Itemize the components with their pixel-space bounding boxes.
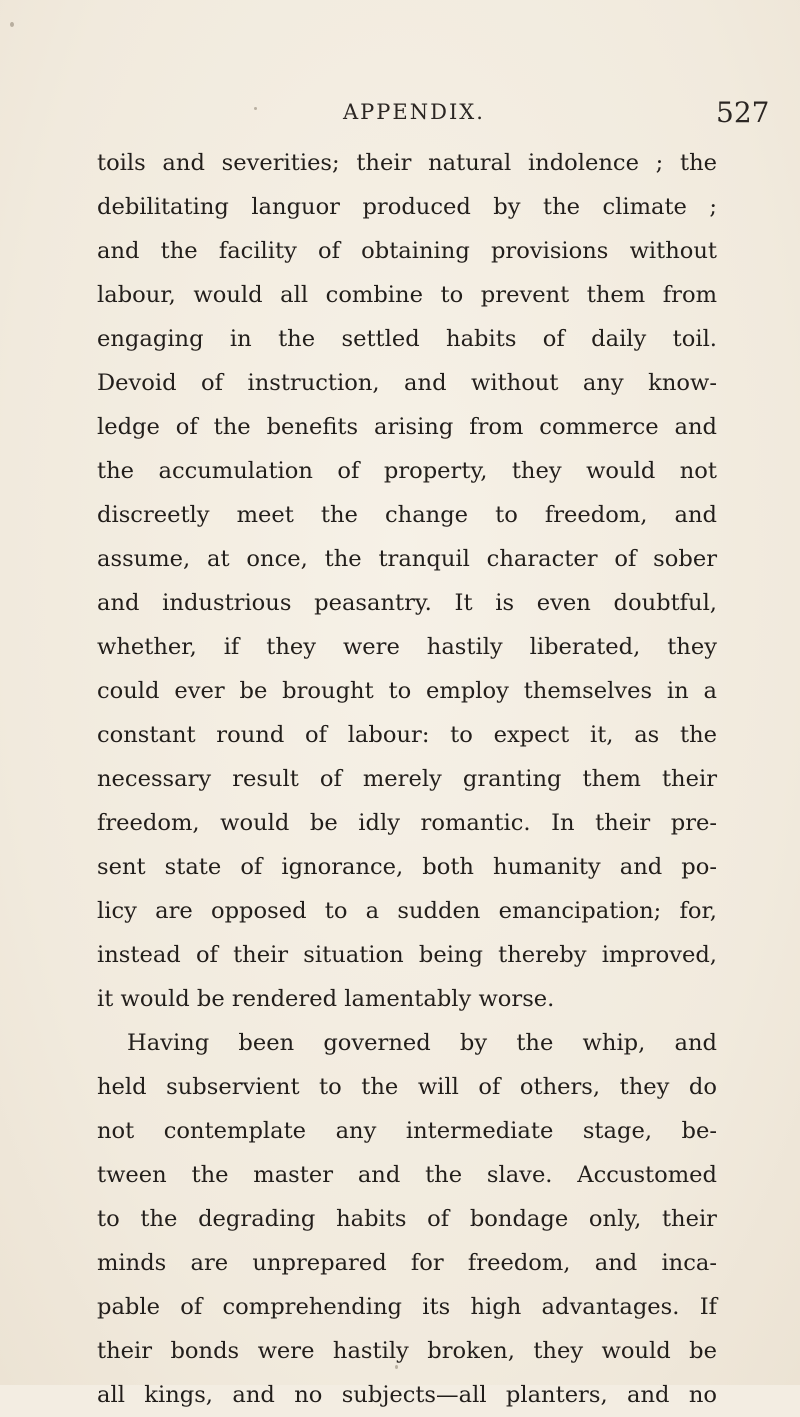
text-line: discreetly meet the change to freedom, and <box>97 502 717 528</box>
text-line: Having been governed by the whip, and <box>127 1030 717 1056</box>
page-number: 527 <box>716 96 770 129</box>
text-line: tween the master and the slave. Accustomed <box>97 1162 717 1188</box>
text-line: assume, at once, the tranquil character of sober <box>97 546 717 572</box>
text-line: debilitating languor produced by the climate ; <box>97 194 717 220</box>
text-line: all kings, and no subjects—all planters, and no <box>97 1382 717 1408</box>
text-line: instead of their situation being thereby improved, <box>97 942 717 968</box>
text-line: sent state of ignorance, both humanity and po- <box>97 854 717 880</box>
body-text <box>97 141 717 1417</box>
text-line: toils and severities; their natural indolence ; the <box>97 150 717 176</box>
text-line: held subservient to the will of others, they do <box>97 1074 717 1100</box>
text-line: whether, if they were hastily liberated, they <box>97 634 717 660</box>
text-line: freedom, would be idly romantic. In their pre- <box>97 810 717 836</box>
text-line: not contemplate any intermediate stage, be- <box>97 1118 717 1144</box>
running-header <box>0 96 800 130</box>
text-line: Devoid of instruction, and without any know- <box>97 370 717 396</box>
running-header-title: APPENDIX. <box>343 100 485 124</box>
text-line: engaging in the settled habits of daily toil. <box>97 326 717 352</box>
text-line: it would be rendered lamentably worse. <box>97 986 555 1012</box>
text-line: minds are unprepared for freedom, and inca- <box>97 1250 717 1276</box>
text-line: and the facility of obtaining provisions without <box>97 238 717 264</box>
text-line: ledge of the benefits arising from commerce and <box>97 414 717 440</box>
text-line: labour, would all combine to prevent them from <box>97 282 717 308</box>
text-line: pable of comprehending its high advantages. If <box>97 1294 717 1320</box>
text-line: could ever be brought to employ themselves in a <box>97 678 717 704</box>
text-line: constant round of labour: to expect it, as the <box>97 722 717 748</box>
text-line: and industrious peasantry. It is even doubtful, <box>97 590 717 616</box>
text-line: necessary result of merely granting them their <box>97 766 717 792</box>
text-line: the accumulation of property, they would not <box>97 458 717 484</box>
text-line: licy are opposed to a sudden emancipation; for, <box>97 898 717 924</box>
paper-speck <box>10 22 14 27</box>
text-line: their bonds were hastily broken, they would be <box>97 1338 717 1364</box>
text-line: to the degrading habits of bondage only, their <box>97 1206 717 1232</box>
